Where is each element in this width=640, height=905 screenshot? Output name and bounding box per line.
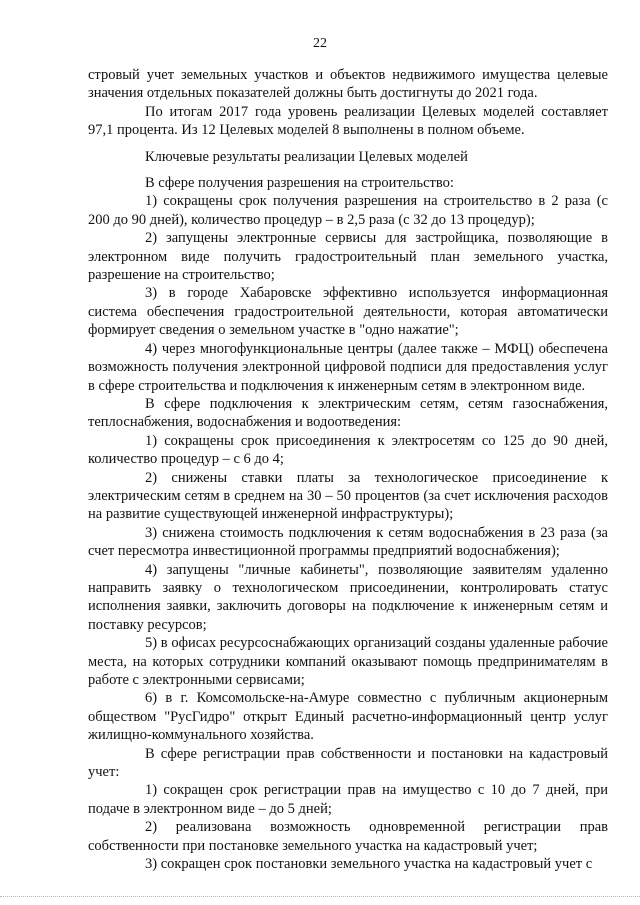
list-item-utilities-2: 2) снижены ставки платы за технологическое присоединение к электрическим сетям в среднем на 30 – 50 процентов (за счет исключения расходов на развитие существующей инженерной инфраструктуры); xyxy=(88,469,608,523)
list-item-utilities-1: 1) сокращены срок присоединения к электросетям со 125 до 90 дней, количество процедур – с 6 до 4; xyxy=(88,432,608,468)
list-item-construction-2: 2) запущены электронные сервисы для застройщика, позволяющие в электронном виде получить градостроительный план земельного участка, разрешение на строительство; xyxy=(88,230,608,284)
subsection-heading-utilities: В сфере подключения к электрическим сетям, сетям газоснабжения, теплоснабжения, водоснабжения и водоотведения: xyxy=(88,395,608,431)
list-item-utilities-4: 4) запущены "личные кабинеты", позволяющие заявителям удаленно направить заявку о технологическом присоединении, контролировать статус исполнения заявки, заключить договоры на подключение к инженерным сетям и поставку ресурсов; xyxy=(88,561,608,633)
list-item-utilities-3: 3) снижена стоимость подключения к сетям водоснабжения в 23 раза (за счет пересмотра инвестиционной программы предприятий водоснабжения); xyxy=(88,524,608,560)
list-item-registration-2: 2) реализована возможность одновременной регистрации прав собственности при постановке земельного участка на кадастровый учет; xyxy=(88,819,608,854)
list-item-registration-1: 1) сокращен срок регистрации прав на имущество с 10 до 7 дней, при подаче в электронном виде – до 5 дней; xyxy=(88,782,608,817)
subsection-heading-construction: В сфере получения разрешения на строительство: xyxy=(145,175,454,192)
document-body xyxy=(88,66,608,873)
list-item-registration-3: 3) сокращен срок постановки земельного участка на кадастровый учет с xyxy=(145,856,593,873)
list-item-construction-1: 1) сокращены срок получения разрешения на строительство в 2 раза (с 200 до 90 дней), количество процедур – в 2,5 раза (с 32 до 13 процедур); xyxy=(88,193,608,228)
subsection-heading-registration: В сфере регистрации прав собственности и постановки на кадастровый учет: xyxy=(88,745,608,781)
list-item-utilities-5: 5) в офисах ресурсоснабжающих организаций созданы удаленные рабочие места, на которых сотрудники компаний оказывают помощь предпринимателям в работе с электронными сервисами; xyxy=(88,635,608,688)
list-item-construction-3: 3) в городе Хабаровске эффективно используется информационная система обеспечения градостроительной деятельности, которая автоматически формирует сведения о земельном участке в "одно нажатие"; xyxy=(88,285,608,339)
section-heading-key-results: Ключевые результаты реализации Целевых моделей xyxy=(145,148,468,165)
paragraph-summary: По итогам 2017 года уровень реализации Целевых моделей составляет 97,1 процента. Из 12 Целевых моделей 8 выполнены в полном объеме. xyxy=(88,103,608,139)
paragraph-continuation: стровый учет земельных участков и объектов недвижимого имущества целевые значения отдельных показателей должны быть достигнуты до 2021 года. xyxy=(88,67,608,102)
page-number: 22 xyxy=(313,36,327,51)
list-item-utilities-6: 6) в г. Комсомольске-на-Амуре совместно с публичным акционерным обществом "РусГидро" открыт Единый расчетно-информационный центр услуг жилищно-коммунального хозяйства. xyxy=(88,690,608,744)
list-item-construction-4: 4) через многофункциональные центры (далее также – МФЦ) обеспечена возможность получения электронной цифровой подписи для предоставления услуг в сфере строительства и подключения к инженерным сетям в электронном виде. xyxy=(88,340,608,394)
scan-edge-artifact xyxy=(0,896,640,901)
